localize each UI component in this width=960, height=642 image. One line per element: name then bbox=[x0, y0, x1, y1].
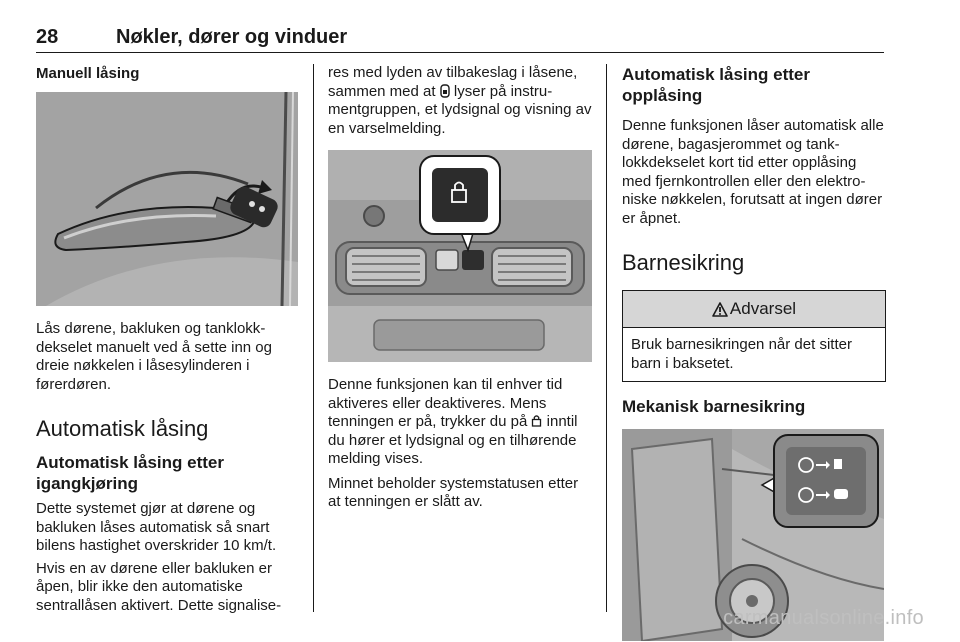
heading-auto-lock-ignition-line1: Automatisk låsing etter bbox=[36, 453, 224, 472]
para-auto-lock-unlock: Denne funksjonen låser automatisk alle dørene, bagasjerommet og tanklokkdekselet kort tid etter opplåsing med fjernkontrollen eller den elektroniske nøkkelen, forutsatt at ingen dører er åpnet. bbox=[622, 117, 884, 227]
heading-manual-locking: Manuell låsing bbox=[36, 65, 140, 82]
car-lock-indicator-icon bbox=[440, 84, 450, 98]
para-activate-deactivate bbox=[328, 376, 592, 469]
para-auto-lock-2: Hvis en av dørene eller bakluken er åpen, blir ikke den automatiske sentrallåsen aktivert. Dette signalise- bbox=[36, 559, 282, 614]
column-divider-2 bbox=[606, 64, 607, 612]
para-memory: Minnet beholder systemstatusen etter at tenningen er slått av. bbox=[328, 474, 579, 510]
running-title: Nøkler, dører og vinduer bbox=[116, 26, 348, 48]
heading-automatic-locking: Automatisk låsing bbox=[36, 416, 209, 441]
lock-button-inline-icon bbox=[531, 414, 542, 427]
warning-title: Advarsel bbox=[729, 299, 797, 318]
warning-triangle-icon bbox=[712, 302, 728, 317]
para-manual-locking: Lås dørene, bakluken og tanklokkdekselet manuelt ved å sette inn og dreie nøkkelen i låsesylinderen i førerdøren. bbox=[36, 320, 272, 393]
para-signal-text-b: lyser på instrumentgruppen, et lydsignal og visning av en varselmelding. bbox=[328, 82, 592, 137]
column-right bbox=[622, 64, 886, 641]
watermark: carmanualsonline.info bbox=[723, 607, 924, 629]
para-deact-text-a: Denne funksjonen kan til enhver tid aktiveres eller deaktiveres. Mens tenningen er på, trykker du på bbox=[328, 376, 563, 430]
dashboard-lock-button-illustration bbox=[328, 150, 592, 362]
column-divider-1 bbox=[313, 64, 314, 612]
page-header bbox=[36, 26, 884, 53]
warning-header bbox=[623, 291, 885, 328]
para-auto-lock-1: Dette systemet gjør at dørene og bakluken låses automatisk så snart bilens hastighet overskrider 10 km/t. bbox=[36, 500, 277, 554]
heading-auto-lock-after-unlock: Automatisk låsing etter opplåsing bbox=[622, 65, 810, 105]
para-signal-continued bbox=[328, 64, 592, 138]
page-number: 28 bbox=[36, 26, 59, 48]
para-signal-text-a: res med lyden av tilbakeslag i låsene, sammen med at bbox=[328, 64, 578, 100]
heading-child-lock: Barnesikring bbox=[622, 250, 745, 275]
heading-mechanical-child-lock: Mekanisk barnesikring bbox=[622, 397, 806, 416]
warning-box bbox=[622, 290, 886, 382]
door-handle-key-illustration bbox=[36, 92, 298, 306]
heading-auto-lock-ignition bbox=[36, 452, 298, 494]
heading-auto-lock-ignition-line2: igangkjøring bbox=[36, 474, 138, 493]
warning-text: Bruk barnesikringen når det sitter barn i baksetet. bbox=[631, 336, 852, 372]
para-deact-text-b: inntil du hører et lydsignal og en tilhørende melding vises. bbox=[328, 413, 578, 467]
column-left bbox=[36, 64, 298, 615]
column-middle bbox=[328, 64, 592, 512]
